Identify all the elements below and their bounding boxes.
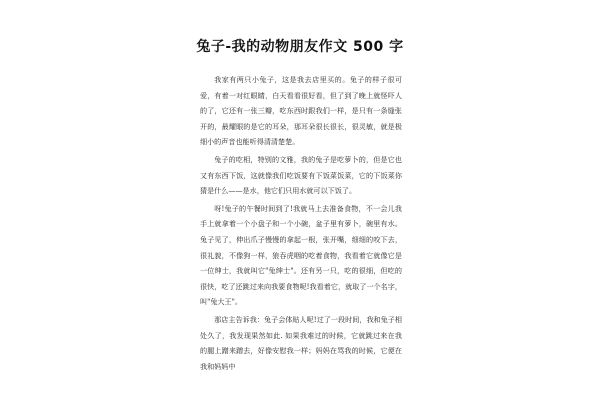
paragraph-1: 我家有两只小兔子，这是我去店里买的。兔子的样子很可爱，有着一对红眼睛，白天看看很好看，但了到了晚上就怪吓人的了，它还有一张三瓣，吃东西时跟我们一样，是只有一条缝张开的，最耀眼的是它的耳朵，那耳朵很长很长，很灵敏，就是极细小的声音也能听得清清楚楚。 <box>200 75 402 147</box>
paragraph-4: 那店主告诉我：兔子会体贴人呢!过了一段时间，我和兔子相处久了，我发现果然如此. 如果我难过的时候，它就跳过来在我的腿上蹭来蹭去，好像安慰我一样；妈妈在骂我的时候，它便在我和妈妈中 <box>200 314 402 371</box>
paragraph-3: 呀!兔子的午餐时间到了!我就马上去准备食物，不一会儿我手上就拿着一个小盘子和一个小碗，盆子里有萝卜，碗里有水。兔子见了，伸出爪子慢慢的拿起一根，张开嘴，细细的咬下去，很礼貌，不像狗一样，狼吞虎咽的吃着食物，我看着它就像它是一位绅士，我就叫它"兔绅士"。还有另一只，吃的很细，但吃的很快，吃了还跳过来向我要食物呢!我看着它，就取了一个名字，叫"兔大王"。 <box>200 203 402 307</box>
document-body <box>200 72 402 376</box>
document-title: 兔子-我的动物朋友作文 500 字 <box>196 39 404 55</box>
paragraph-2: 兔子的吃相，特别的文雅，我的兔子是吃萝卜的，但是它也又有东西下饭，这就像我们吃饭要有下饭菜饭菜，它的下饭菜你猜是什么——是水，他它们只用水就可以下饭了。 <box>200 154 402 196</box>
